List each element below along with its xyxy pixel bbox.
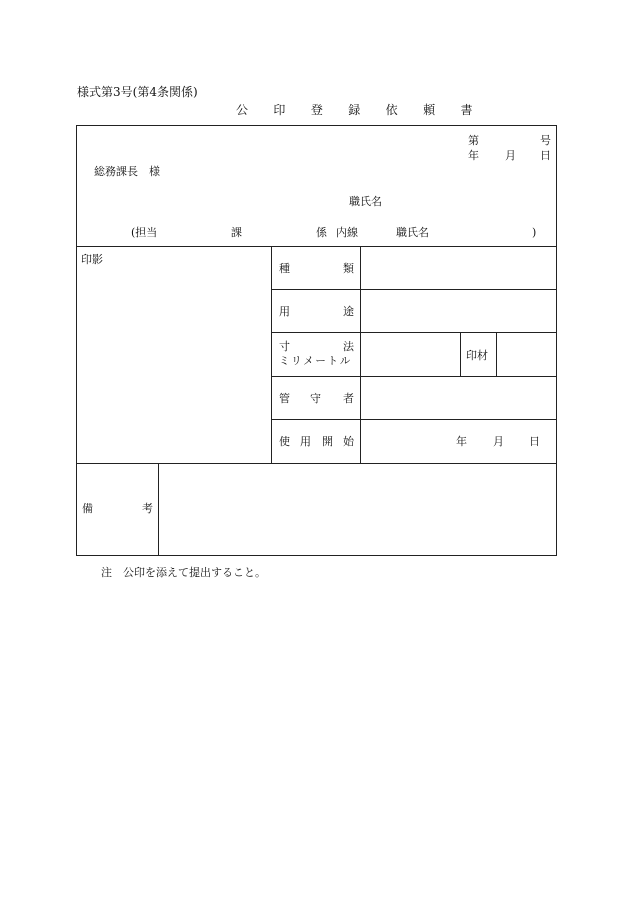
divider-bottom bbox=[76, 463, 557, 464]
material-label: 印材 bbox=[466, 349, 488, 362]
start-year-label: 年 bbox=[456, 435, 467, 448]
start-day-label: 日 bbox=[529, 435, 540, 448]
remarks-divider bbox=[158, 463, 159, 556]
remarks-label-2: 考 bbox=[142, 502, 153, 515]
divider-size bbox=[271, 376, 557, 377]
purpose-label-1: 用 bbox=[279, 305, 290, 318]
start-use-label-3: 開 bbox=[322, 435, 333, 448]
size-label-1: 寸 bbox=[279, 340, 290, 353]
addressee: 総務課長 様 bbox=[94, 165, 160, 178]
divider-custodian bbox=[271, 419, 557, 420]
start-use-label-4: 始 bbox=[343, 435, 354, 448]
start-use-label-2: 用 bbox=[300, 435, 311, 448]
type-label-2: 類 bbox=[343, 262, 354, 275]
type-label-1: 種 bbox=[279, 262, 290, 275]
form-table bbox=[76, 125, 557, 556]
remarks-label-1: 備 bbox=[82, 502, 93, 515]
contact-open: (担当 bbox=[131, 226, 158, 239]
custodian-label-3: 者 bbox=[343, 392, 354, 405]
day-label: 日 bbox=[540, 149, 551, 162]
footnote: 注 公印を添えて提出すること。 bbox=[101, 566, 266, 579]
material-right-divider bbox=[496, 332, 497, 376]
applicant-title-name: 職氏名 bbox=[349, 195, 382, 208]
material-left-divider bbox=[460, 332, 461, 376]
divider-type bbox=[271, 289, 557, 290]
contact-extension: 内線 bbox=[336, 226, 358, 239]
purpose-label-2: 途 bbox=[343, 305, 354, 318]
document-title: 公 印 登 録 依 頼 書 bbox=[236, 103, 484, 117]
divider-purpose bbox=[271, 332, 557, 333]
month-label: 月 bbox=[505, 149, 516, 162]
custodian-label-1: 管 bbox=[279, 392, 290, 405]
contact-close: ) bbox=[532, 226, 537, 239]
contact-name: 職氏名 bbox=[396, 226, 429, 239]
custodian-label-2: 守 bbox=[310, 392, 321, 405]
contact-subsection: 係 bbox=[316, 226, 327, 239]
size-unit: ミリメートル bbox=[279, 355, 352, 367]
start-use-label-1: 使 bbox=[279, 435, 290, 448]
divider-top bbox=[76, 246, 557, 247]
form-number: 様式第3号(第4条関係) bbox=[77, 85, 198, 99]
size-label-2: 法 bbox=[343, 340, 354, 353]
number-label: 第 bbox=[468, 134, 479, 147]
contact-section: 課 bbox=[231, 226, 242, 239]
seal-impression-label: 印影 bbox=[81, 253, 103, 266]
number-suffix: 号 bbox=[540, 134, 551, 147]
label-column-divider bbox=[360, 246, 361, 463]
start-month-label: 月 bbox=[493, 435, 504, 448]
seal-column-divider bbox=[271, 246, 272, 463]
year-label: 年 bbox=[468, 149, 479, 162]
